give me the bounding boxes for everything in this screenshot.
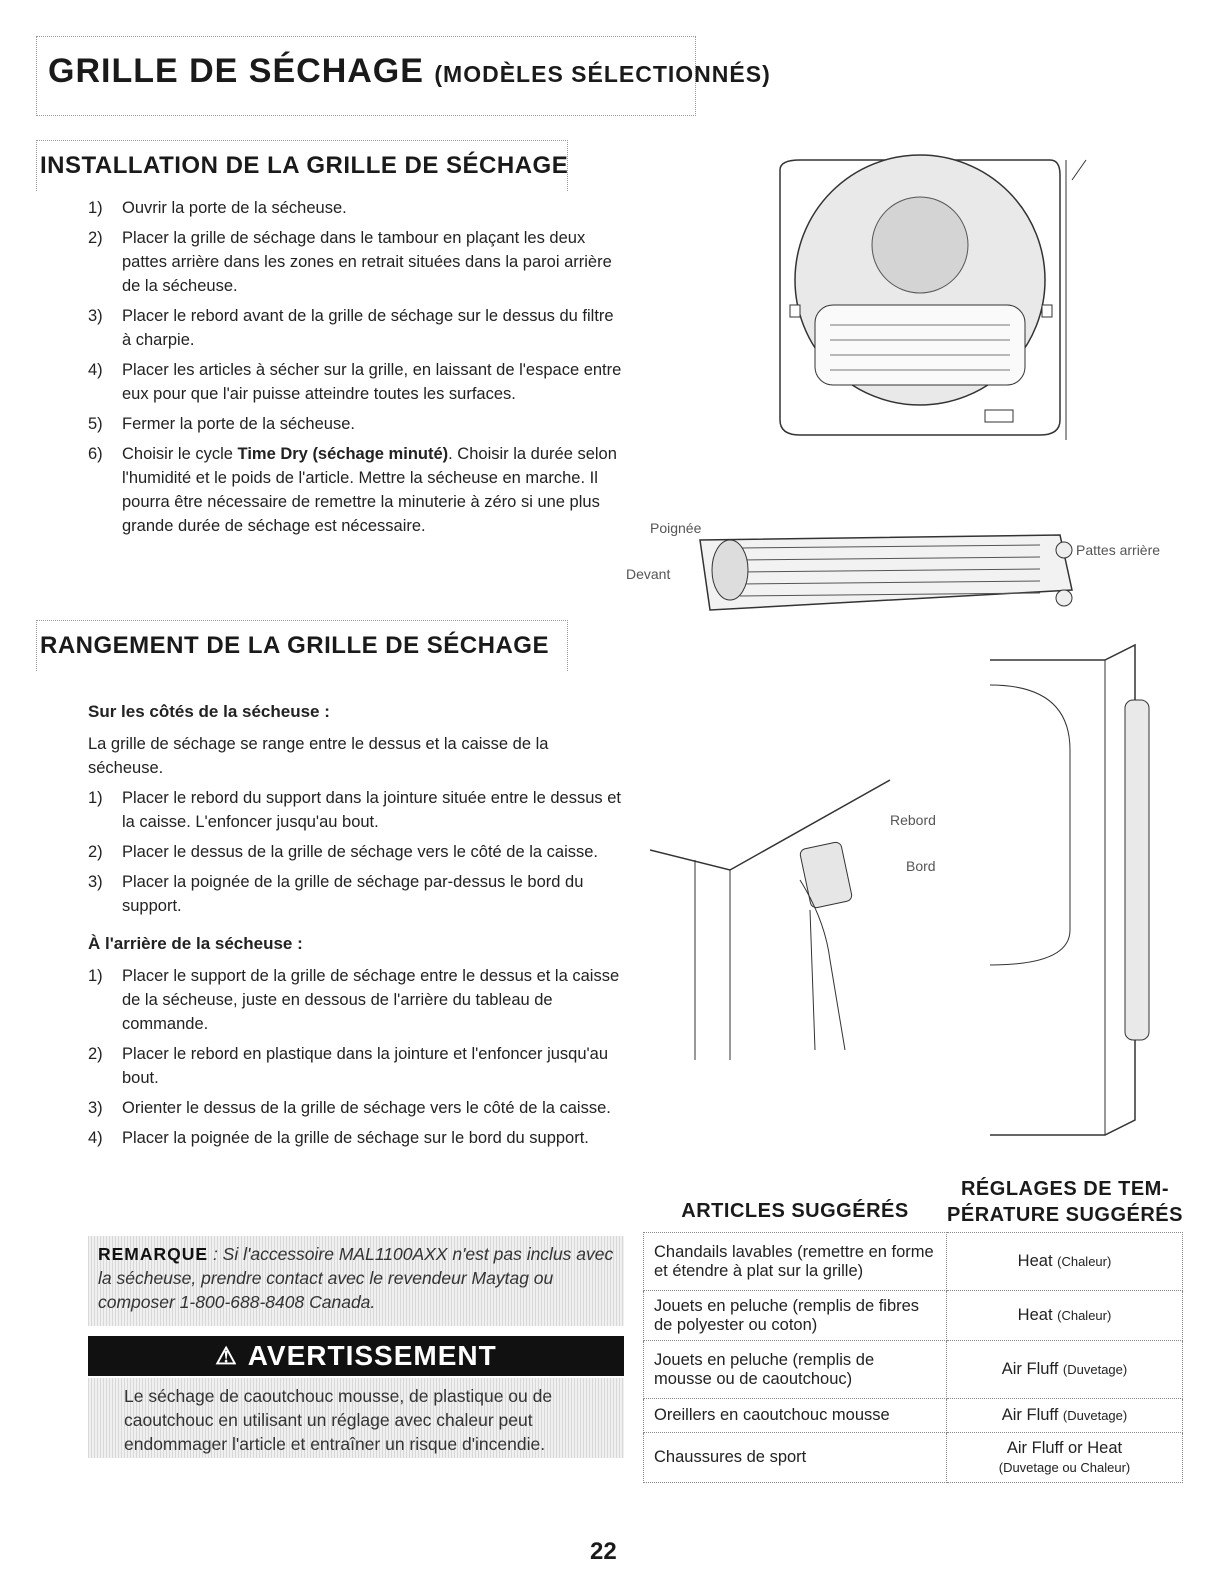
install-step <box>88 304 624 352</box>
back-step <box>88 1042 624 1090</box>
remark-label: REMARQUE <box>98 1244 209 1264</box>
step-number: 1) <box>88 199 103 217</box>
step-text: Placer le support de la grille de séchage entre le dessus et la caisse de la sécheuse, juste en dessous de l'arrière du tableau de commande. <box>122 967 620 1033</box>
install-step <box>88 412 624 436</box>
step-text: Placer les articles à sécher sur la grille, en laissant de l'espace entre eux pour que l'air puisse atteindre toutes les surfaces. <box>122 361 622 403</box>
warning-title: AVERTISSEMENT <box>247 1340 497 1371</box>
table-row <box>644 1291 1183 1341</box>
warning-banner <box>88 1336 624 1376</box>
step-text: Fermer la porte de la sécheuse. <box>122 415 355 433</box>
install-step <box>88 442 624 538</box>
table-col2-heading: RÉGLAGES DE TEM- PÉRATURE SUGGÉRÉS <box>947 1178 1183 1226</box>
remark-text: : Si l'accessoire MAL1100AXX n'est pas inclus avec la sécheuse, prendre contact avec le revendeur Maytag ou composer 1-800-688-8408 Canada. <box>98 1244 614 1312</box>
step-number: 1) <box>88 967 103 985</box>
step-number: 3) <box>88 873 103 891</box>
step-text-post: . Choisir la durée selon l'humidité et le poids de l'article. Mettre la sécheuse en marche. Il pourra être nécessaire de remettre la minuterie à zéro si une plus grande durée de séchage est nécessaire. <box>122 445 617 535</box>
step-number: 6) <box>88 445 103 463</box>
step-number: 5) <box>88 415 103 433</box>
step-text: Placer le rebord du support dans la jointure située entre le dessus et la caisse. L'enfoncer jusqu'au bout. <box>122 789 621 831</box>
article-cell: Chandails lavables (remettre en forme et étendre à plat sur la grille) <box>644 1233 947 1291</box>
label-poignee: Poignée <box>650 520 702 536</box>
sides-step <box>88 870 624 918</box>
sides-heading: Sur les côtés de la sécheuse : <box>88 702 330 721</box>
back-step <box>88 964 624 1036</box>
install-step <box>88 358 624 406</box>
setting-note: (Chaleur) <box>1057 1254 1112 1269</box>
setting-note: (Duvetage ou Chaleur) <box>998 1459 1131 1475</box>
step-number: 2) <box>88 1045 103 1063</box>
step-number: 2) <box>88 229 103 247</box>
table-row <box>644 1341 1183 1399</box>
label-rebord: Rebord <box>890 812 936 828</box>
install-step <box>88 226 624 298</box>
table-row <box>644 1399 1183 1433</box>
back-heading: À l'arrière de la sécheuse : <box>88 934 303 953</box>
warning-triangle-icon: ⚠ <box>215 1342 238 1370</box>
setting-value: Air Fluff <box>1001 1360 1059 1378</box>
step-text: Placer la poignée de la grille de séchage sur le bord du support. <box>122 1129 589 1147</box>
sides-step <box>88 786 624 834</box>
install-steps <box>88 196 624 544</box>
setting-value: Air Fluff or Heat <box>1006 1438 1123 1457</box>
step-text-bold: Time Dry (séchage minuté) <box>237 445 449 463</box>
article-cell: Oreillers en caoutchouc mousse <box>644 1399 947 1433</box>
side-storage-illustration <box>650 760 960 1060</box>
article-cell: Jouets en peluche (remplis de mousse ou de caoutchouc) <box>644 1341 947 1399</box>
back-step <box>88 1126 624 1150</box>
step-number: 4) <box>88 361 103 379</box>
dryer-drum-illustration <box>760 150 1100 450</box>
page-number: 22 <box>590 1538 617 1565</box>
setting-cell <box>947 1341 1183 1399</box>
remark-box <box>88 1236 624 1326</box>
table-col1-heading: ARTICLES SUGGÉRÉS <box>681 1200 909 1222</box>
page-title: GRILLE DE SÉCHAGE (MODÈLES SÉLECTIONNÉS) <box>48 52 771 90</box>
storage-content <box>88 700 624 1156</box>
step-number: 3) <box>88 1099 103 1117</box>
setting-value: Heat <box>1017 1252 1053 1270</box>
install-step <box>88 196 624 220</box>
setting-note: (Duvetage) <box>1062 1362 1128 1377</box>
install-heading: INSTALLATION DE LA GRILLE DE SÉCHAGE <box>40 152 569 179</box>
setting-note: (Duvetage) <box>1062 1408 1128 1423</box>
step-text: Placer la grille de séchage dans le tambour en plaçant les deux pattes arrière dans les zones en retrait situées dans la paroi arrière de la sécheuse. <box>122 229 612 295</box>
step-text: Placer le dessus de la grille de séchage vers le côté de la caisse. <box>122 843 599 861</box>
article-cell: Jouets en peluche (remplis de fibres de polyester ou coton) <box>644 1291 947 1341</box>
setting-cell <box>947 1399 1183 1433</box>
step-text: Ouvrir la porte de la sécheuse. <box>122 199 347 217</box>
label-bord: Bord <box>906 858 936 874</box>
storage-heading: RANGEMENT DE LA GRILLE DE SÉCHAGE <box>40 632 549 659</box>
step-text: Placer le rebord avant de la grille de séchage sur le dessus du filtre à charpie. <box>122 307 614 349</box>
label-pattes: Pattes arrière <box>1076 542 1161 558</box>
table-row <box>644 1233 1183 1291</box>
setting-value: Heat <box>1017 1306 1053 1324</box>
setting-value: Air Fluff <box>1001 1406 1059 1424</box>
label-devant: Devant <box>626 566 671 582</box>
setting-cell <box>947 1291 1183 1341</box>
step-number: 2) <box>88 843 103 861</box>
step-number: 4) <box>88 1129 103 1147</box>
drying-rack-illustration <box>680 520 1090 630</box>
setting-note: (Chaleur) <box>1057 1308 1112 1323</box>
suggested-settings-table <box>643 1232 1183 1483</box>
setting-cell <box>947 1433 1183 1483</box>
step-text: Orienter le dessus de la grille de séchage vers le côté de la caisse. <box>122 1099 611 1117</box>
step-text: Placer la poignée de la grille de séchage par-dessus le bord du support. <box>122 873 584 915</box>
sides-intro: La grille de séchage se range entre le dessus et la caisse de la sécheuse. <box>88 735 549 777</box>
warning-text: Le séchage de caoutchouc mousse, de plastique ou de caoutchouc en utilisant un réglage avec chaleur peut endommager l'article et entraîner un risque d'incendie. <box>88 1378 624 1458</box>
sides-step <box>88 840 624 864</box>
setting-cell <box>947 1233 1183 1291</box>
table-row <box>644 1433 1183 1483</box>
step-text: Placer le rebord en plastique dans la jointure et l'enfoncer jusqu'au bout. <box>122 1045 609 1087</box>
step-number: 1) <box>88 789 103 807</box>
back-storage-illustration <box>985 640 1155 1140</box>
back-step <box>88 1096 624 1120</box>
step-number: 3) <box>88 307 103 325</box>
step-text-pre: Choisir le cycle <box>122 445 238 463</box>
article-cell: Chaussures de sport <box>644 1433 947 1483</box>
